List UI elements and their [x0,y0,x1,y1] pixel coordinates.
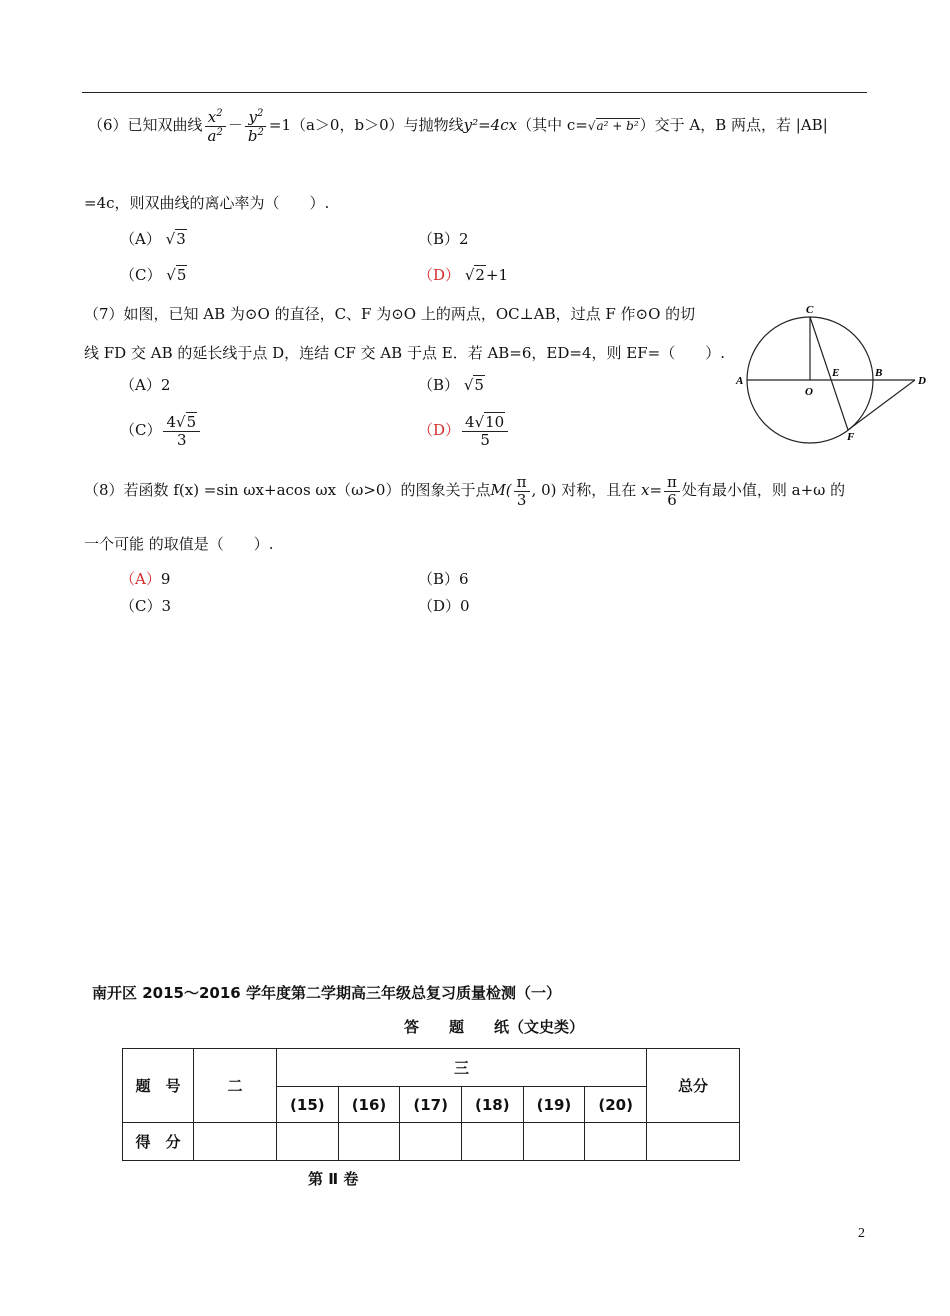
sub-col-18: (18) [461,1087,523,1123]
score-cell[interactable] [523,1123,585,1161]
row-header-number: 题 号 [123,1049,194,1123]
q7-line1: （7）如图，已知 AB 为⊙O 的直径，C、F 为⊙O 上的两点，OC⊥AB，过点 F 作⊙O 的切 [84,305,696,323]
sub-col-16: (16) [338,1087,400,1123]
col-three: 三 [277,1049,647,1087]
label-D: D [918,375,926,387]
score-cell[interactable] [461,1123,523,1161]
answer-sheet-subtitle: 答 题 纸（文史类） [404,1018,585,1036]
sub-col-19: (19) [523,1087,585,1123]
col-total: 总分 [647,1049,740,1123]
q7-line2: 线 FD 交 AB 的延长线于点 D，连结 CF 交 AB 于点 E．若 AB=6，ED=4，则 EF=（ ）. [84,344,725,362]
q6-line2: =4c，则双曲线的离心率为（ ）. [84,194,330,212]
q7-option-a: （A）2 [120,376,171,394]
score-table [122,1048,740,1161]
q8-option-b: （B）6 [418,570,469,588]
q6-option-a: （A） √3 [120,230,186,248]
q7-option-c: （C） $\frac{4√5}{3}$ [120,414,202,448]
sub-col-20: (20) [585,1087,647,1123]
q6-frac2: $\frac{y^2}{b^2}$ [245,108,267,144]
label-O: O [805,386,813,398]
answer-sheet-title: 南开区 2015～2016 学年度第二学期高三年级总复习质量检测（一） [92,984,561,1002]
q6-option-c: （C） √5 [120,266,187,284]
q6-option-d: （D） √2+1 [418,266,509,284]
q6-frac1: $\frac{x^2}{a^2}$ [205,108,226,144]
label-E: E [832,367,840,379]
q8-line1: （8）若函数 f(x) =sin ωx+acos ωx（ω>0）的图象关于点M( $\frac{\pi}{3}$ , 0) 对称，且在 x= $\frac{\pi}{6}$ 处有最小值，则 a+ω 的 [84,473,846,509]
score-cell[interactable] [277,1123,339,1161]
row-header-score: 得 分 [123,1123,194,1161]
q7-option-d: （D） $\frac{4√10}{5}$ [418,414,510,448]
q6-line1: （6）已知双曲线 $\frac{x^2}{a^2}$ － $\frac{y^2}{b^2}$ =1（a＞0，b＞0）与抛物线y²=4cx（其中 c=√a² + b²）交于 A，B 两点，若 |AB| [88,108,828,145]
sub-col-17: (17) [400,1087,462,1123]
label-C: C [806,304,814,316]
score-cell[interactable] [338,1123,400,1161]
label-A: A [736,375,744,387]
q8-line2: 一个可能 的取值是（ ）. [84,535,274,553]
q7-option-b: （B） √5 [418,376,484,394]
section-title: 第 Ⅱ 卷 [308,1170,359,1188]
sub-col-15: (15) [277,1087,339,1123]
q7-circle-figure [735,300,935,450]
score-cell[interactable] [400,1123,462,1161]
header-rule [82,92,867,93]
q8-option-c: （C）3 [120,597,172,615]
label-B: B [875,367,883,379]
score-cell[interactable] [647,1123,740,1161]
col-two: 二 [194,1049,277,1123]
q8-option-d: （D）0 [418,597,470,615]
q8-option-a: （A）9 [120,570,171,588]
score-cell[interactable] [194,1123,277,1161]
label-F: F [847,431,855,443]
q6-number: （6）已知双曲线 [88,116,203,134]
score-cell[interactable] [585,1123,647,1161]
page-number: 2 [858,1226,865,1241]
q6-option-b: （B）2 [418,230,469,248]
